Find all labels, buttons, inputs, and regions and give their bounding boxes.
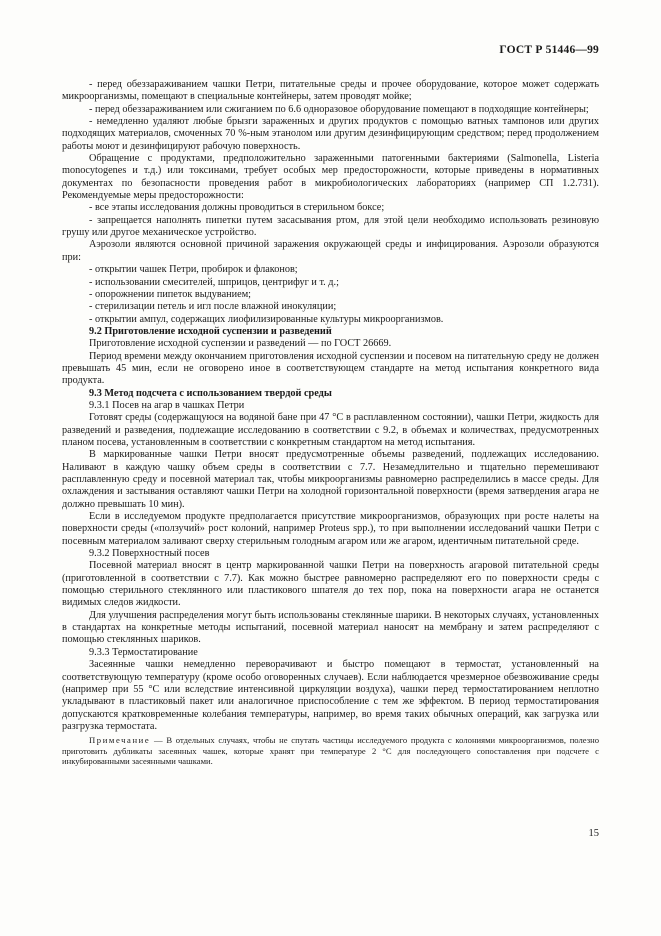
document-body bbox=[62, 79, 599, 767]
note bbox=[62, 735, 599, 767]
paragraph: Приготовление исходной суспензии и разведений — по ГОСТ 26669. bbox=[89, 338, 392, 350]
list-item: - открытии ампул, содержащих лиофилизированные культуры микроорганизмов. bbox=[89, 313, 444, 325]
page-number: 15 bbox=[588, 828, 599, 839]
paragraph: Для улучшения распределения могут быть использованы стеклянные шарики. В некоторых случаях, установленных в стандартах на конкретные методы испытаний, посевной материал наносят на мембрану и затем распределяют с помощью стеклянных шариков. bbox=[62, 609, 599, 646]
paragraph: - запрещается наполнять пипетки путем засасывания ртом, для этой цели необходимо использовать резиновую грушу или другое механическое устройство. bbox=[62, 214, 599, 239]
list-item: - опорожнении пипеток выдуванием; bbox=[89, 288, 252, 300]
subsection-heading: 9.3.1 Посев на агар в чашках Петри bbox=[89, 399, 245, 411]
paragraph: Засеянные чашки немедленно переворачивают и быстро помещают в термостат, установленный на соответствующую температуру (кроме особо оговоренных случаев). Если наблюдается чрезмерное обезвоживание среды (например при 55 °С или вследствие интенсивной циркуляции воздуха), чашки перед термостатированием неплотно укладывают в пластиковый пакет или аналогичное приспособление с тем же эффектом. В период термостатирования допускаются кратковременные колебания температуры, например, во время таких обычных операций, как загрузка или разгрузка термостата. bbox=[62, 659, 599, 732]
section-heading: 9.3 Метод подсчета с использованием твердой среды bbox=[89, 387, 332, 399]
paragraph: - немедленно удаляют любые брызги зараженных и других продуктов с помощью ватных тампонов или других подходящих материалов, смоченных 70 %-ным этанолом или другим дезинфицирующим средством; перед продолжением работы моют и дезинфицируют рабочую поверхность. bbox=[62, 116, 599, 152]
list-item: - открытии чашек Петри, пробирок и флаконов; bbox=[89, 264, 298, 276]
subsection-heading: 9.3.2 Поверхностный посев bbox=[89, 548, 210, 560]
subsection-heading: 9.3.3 Термостатирование bbox=[89, 646, 198, 658]
paragraph: Готовят среды (содержащуюся на водяной бане при 47 °С в расплавленном состоянии), чашки Петри, жидкость для разведений и разведения, подлежащие исследованию в соответствии с 9.2, в объемах и количествах, предусмотренных планом посева, установленным в соответствии с конкретным стандартом на метод испытания. bbox=[62, 412, 599, 448]
paragraph: Период времени между окончанием приготовления исходной суспензии и посевом на питательную среду не должен превышать 45 мин, если не оговорено иное в соответствующем стандарте на метод испытания конкретного вида продукта. bbox=[62, 350, 599, 387]
note-label: Примечание bbox=[89, 735, 151, 746]
paragraph: - все этапы исследования должны проводиться в стерильном боксе; bbox=[89, 202, 385, 214]
paragraph: Посевной материал вносят в центр маркированной чашки Петри на поверхность агаровой питательной среды (приготовленной в соответствии с 7.7). Как можно быстрее равномерно распределяют его по поверхности среды с помощью стерильного стеклянного или пластикового шпателя до тех пор, пока на поверхности агара не останется видимых следов жидкости. bbox=[62, 560, 599, 609]
paragraph: Обращение с продуктами, предположительно зараженными патогенными бактериями (Salmonella, Listeria monocytogenes и т.д.) или токсинами, требует особых мер предосторожности, которые приведены в нормативных документах по безопасности проведения работ в микробиологических лабораториях (например СП 1.2.731). Рекомендуемые меры предосторожности: bbox=[62, 153, 599, 202]
paragraph: - перед обеззараживанием или сжиганием по 6.6 одноразовое оборудование помещают в подходящие контейнеры; bbox=[89, 103, 589, 115]
paragraph: Если в исследуемом продукте предполагается присутствие микроорганизмов, образующих при росте налеты на поверхности среды («ползучий» рост колоний, например Proteus spp.), то при выполнении исследований чашки Петри с посевным материалом заливают сверху стерильным голодным агаром или же агаром, идентичным питательной среде. bbox=[62, 511, 599, 547]
paragraph: В маркированные чашки Петри вносят предусмотренные объемы разведений, подлежащих исследованию. Наливают в каждую чашку объем среды в соответствии с 7.7. Незамедлительно и тщательно перемешивают расплавленную среду и посевной материал так, чтобы микроорганизмы равномерно распределились в массе среды. Для охлаждения и застывания оставляют чашки Петри на холодной горизонтальной поверхности (время затвердения агара не должно превышать 10 мин). bbox=[62, 449, 599, 510]
note-text: — В отдельных случаях, чтобы не спутать частицы исследуемого продукта с колониями микроорганизмов, полезно приготовить дубликаты засеянных чашек, которые хранят при температуре 2 °С для последующего сопоставления при подсчете с инкубированными засеянными чашками. bbox=[62, 735, 599, 767]
section-heading: 9.2 Приготовление исходной суспензии и разведений bbox=[89, 325, 332, 337]
paragraph: Аэрозоли являются основной причиной заражения окружающей среды и инфицирования. Аэрозоли образуются при: bbox=[62, 239, 599, 263]
document-header: ГОСТ Р 51446—99 bbox=[499, 44, 599, 56]
list-item: - использовании смесителей, шприцов, центрифуг и т. д.; bbox=[89, 276, 339, 288]
paragraph: - перед обеззараживанием чашки Петри, питательные среды и прочее оборудование, которое может содержать микроорганизмы, помещают в специальные контейнеры, затем проводят мойке; bbox=[62, 79, 599, 103]
list-item: - стерилизации петель и игл после влажной инокуляции; bbox=[89, 301, 337, 313]
